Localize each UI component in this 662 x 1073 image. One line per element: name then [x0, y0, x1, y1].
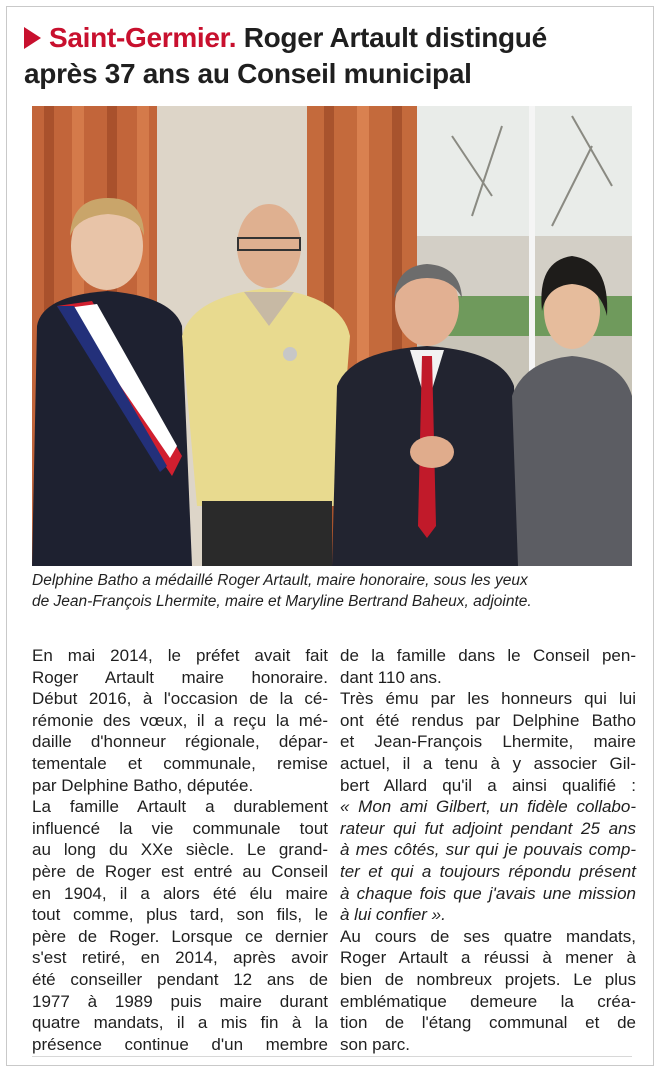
text-line: 1977 à 1989 puis maire durant — [32, 991, 328, 1011]
text-line: en 1904, il a alors été élu maire — [32, 883, 328, 903]
text-line: quatre mandats, il a mis fin à la — [32, 1013, 328, 1033]
text-line: par Delphine Batho, députée. — [32, 775, 254, 795]
article-column-left — [32, 645, 328, 1055]
text-line: père de Roger est entré au Conseil — [32, 861, 328, 881]
text-line: emblématique demeure la créa- — [340, 991, 636, 1011]
quote-line: ter et qui a toujours répondu présent — [340, 861, 636, 881]
text-line: et Jean-François Lhermite, maire — [340, 732, 636, 752]
article-column-right — [340, 645, 636, 1055]
text-line: bert Allard qu'il a ainsi qualifié : — [340, 775, 636, 795]
article-headline — [24, 20, 634, 92]
quote-line: à lui confier ». — [340, 905, 446, 925]
caption-line-1: Delphine Batho a médaillé Roger Artault, maire honoraire, sous les yeux — [32, 572, 528, 589]
text-line: bien de nombreux projets. Le plus — [340, 969, 636, 989]
headline-location: Saint-Germier. — [49, 22, 237, 53]
bottom-divider — [32, 1056, 632, 1057]
text-line: Roger Artault a réussi à mener à — [340, 948, 636, 968]
text-line: son parc. — [340, 1034, 410, 1054]
headline-title-part-1: Roger Artault distingué — [243, 22, 547, 53]
text-line: présence continue d'un membre — [32, 1034, 328, 1054]
text-line: au long du XXe siècle. Le grand- — [32, 840, 328, 860]
quote-line: à chaque fois que j'avais une mission — [340, 883, 636, 903]
photo-caption — [32, 570, 632, 612]
text-line: tout comme, plus tard, son fils, le — [32, 905, 328, 925]
text-line: daille d'honneur régionale, dépar- — [32, 732, 328, 752]
text-line: Début 2016, à l'occasion de la cé- — [32, 689, 328, 709]
article-photo — [32, 106, 632, 566]
text-line: Au cours de ses quatre mandats, — [340, 926, 636, 946]
text-line: s'est retiré, en 2014, après avoir — [32, 948, 328, 968]
text-line: La famille Artault a durablement — [32, 797, 328, 817]
text-line: été conseiller pendant 12 ans de — [32, 969, 328, 989]
text-line: de la famille dans le Conseil pen- — [340, 646, 636, 665]
text-line: Très ému par les honneurs qui lui — [340, 689, 636, 709]
headline-line-2: après 37 ans au Conseil municipal — [24, 58, 472, 89]
text-line: ont été rendus par Delphine Batho — [340, 710, 636, 730]
text-line: actuel, il a tenu à y associer Gil- — [340, 753, 636, 773]
triangle-arrow-icon — [24, 27, 41, 49]
headline-line-1 — [24, 20, 634, 56]
quote-line: à mes côtés, sur qui je pouvais comp- — [340, 840, 636, 860]
caption-line-2: de Jean-François Lhermite, maire et Maryline Bertrand Baheux, adjointe. — [32, 593, 532, 610]
text-line: tementale et communale, remise — [32, 753, 328, 773]
text-line: père de Roger. Lorsque ce dernier — [32, 926, 328, 946]
text-line: influencé la vie communale tout — [32, 818, 328, 838]
text-line: En mai 2014, le préfet avait fait — [32, 646, 328, 665]
quote-line: « Mon ami Gilbert, un fidèle collabo- — [340, 797, 636, 817]
text-line: Roger Artault maire honoraire. — [32, 667, 328, 687]
quote-line: rateur qui fut adjoint pendant 25 ans — [340, 818, 636, 838]
text-line: tion de l'étang communal et de — [340, 1013, 636, 1033]
text-line: dant 110 ans. — [340, 667, 442, 687]
text-line: rémonie des vœux, il a reçu la mé- — [32, 710, 328, 730]
